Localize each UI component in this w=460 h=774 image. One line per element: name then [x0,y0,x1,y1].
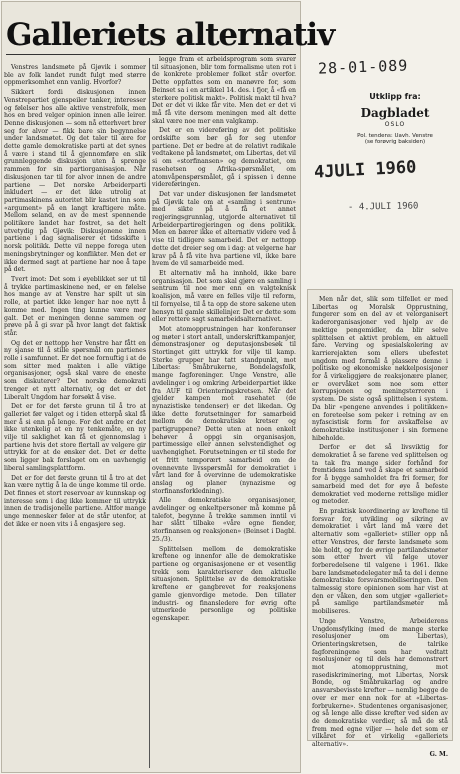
paragraph: Unge Venstre, Arbeiderens Ungdomsfylking (med de mange sterke resolusjoner om Libertas), Orienteringskretsen, de talrike fagforeningene som har vedtatt resolusjoner og til dels har demonstrert mot atomopprustning, mot rasediskriminering, mot Libertas, Norsk Bonde, og Småbrukarlag og andre ansvarsbevisste krefter — nemlig begge de over er mer enn nok for at «Libertas-forbrukerne». Studentenes organisasjoner, og så lenge alle disse krefter ved siden av de demokratiske verdier, så må de stå frem med egne viljer — hele det som er vilkåret for et virkelig «galleriets alternativ». [312,617,448,749]
paragraph: Og det er nettopp her Venstre har fått en ny sjanse til å stille spørsmål om partienes rolle i samfunnet. Er det noe fornuftig i at de som sitter med makten i alle viktige organisasjoner, også skal være de eneste som diskuterer? Det norske demokrati trenger et nytt alternativ, og det er det Liberalt Ungdom har forsøkt å vise. [4,339,146,401]
article-column-1 [4,64,146,770]
paragraph: Men når det, slik som tilfellet er med Libertas og Moralsk Opprustning, fungerer som en del av et velorganisert kaderorganisasjoner ved hjelp av de mektige pengemidler, da blir selve splittelsen et aktivt problem, en aktuell fare. Verving og spesialskolering av karrierejakten som ellers ubefestet ungdom med formål å plassere denne i politiske og økonomiske nøkkelposisjoner for å virkeliggjøre de reaksjonære planer, er overvåket som noe som etter korrupsjonen og meningsterroren i system. De siste også splittelsen i system. Da blir «pengene anvendes i politikken» en foreteelse som peker i retning av en nyfascistisk form for avskaffelse av demokratiske institusjoner i sin formene hibeholde. [312,296,448,442]
paragraph: Det er en videreføring av det politiske ordskifte som bør gå for seg utenfor partiene. Det er bedre at de relativt radikale vedtakene på landsmøtet, om Libertas, det vil si om «storfinansen» og demokratiet, om rasehetsen og Afrika-spørsmålet, om atomvåpenspørsmålet, gå i spissen i denne videreføringen. [152,127,296,189]
paragraph: Splittelsen mellom de demokratiske kreftene og innenfor alle de demokratiske partiene og organisasjonene er et vesentlig trekk som karakteriserer den aktuelle situasjonen. Splittelse av de demokratiske kreftene er gangbrevet for reaksjonens gamle gjenvordige metode. Den tillater industri- og finansledere for øvrig ofte utmerkede personlige og politiske egenskaper. [152,545,296,622]
handwritten-date: 4JULI 1960 [313,157,417,183]
paragraph: Tvert imot: Det som i øyeblikket ser ut til å trykke partimaskinene ned, er en følelse hos mange av at Venstre har spilt ut sin rolle, at partiet ikke lenger har noe nytt å komme med. Ingen ting kunne være mer galt. Det er meningen denne sammen og prøve på å gi svar på hvor langt det faktisk står. [4,275,146,337]
headline: Galleriets alternativ [6,17,335,53]
paragraph: Sikkert fordi diskusjonen innen Venstrepartiet gjenspeiler tanker, interesser og følelser hos alle aktive venstrefolk, men hos en bred velger opinion innen alle leirer. Denne diskusjonen — som nå etterhvert brer seg for alvor — fikk bare sin begynnelse under landsmøtet. Og det taler til ære for dette gamle demokratiske parti at det synes å være i stand til å gjennomføre en slik grunnleggende diskusjon uten å sprenge rammen for sin partiorganisasjon. Når diskusjonen tar til for alvor innen de andre partiene — Det norske Arbeiderparti inkludert — er det ikke utrolig at partimaskinens autoritet blir kastet inn som «argument» på en langt kraftigere måte. Mellom seland, en av de mest spennende politikere landet har fostret, sa det helt utvetydig på Gjøvik: Diskusjonene innen partiene i dag signaliserer et tidsskifte i norsk politikk. Dette vil neppe forega uten meningsbrytninger og konflikter. Men det er ikke dermed sagt at partiene har noe å tape på det. [4,89,146,274]
paragraph: Det er for det første grunn til å tro at galleriet før valget og i tiden etterpå skal få mer å si enn på lenge. For det andre er det ikke utenkelig at en ny tenkemåte, en ny vilje til saklighet kan få et gjennomslag i partiene hvis det store flertall av velgere gir uttrykk for at de ønsker det. Det er dette som ligger bak forslaget om en uavhengig liberal samlingsplattform. [4,403,146,472]
stamp-tendency: Pol. tendens: Uavh. Venstre [357,133,433,139]
stamp-newspaper: Dagbladet [360,106,430,120]
clipping-source-stamp [350,92,440,145]
stamp-note: (se forøvrig baksiden) [364,139,426,145]
column-divider [149,58,150,768]
stamp-city: OSLO [384,121,406,128]
article-clipping-continuation [308,290,452,758]
paragraph: Venstres landsmøte på Gjøvik i sommer ble av folk landet rundt fulgt med større oppmerksomhet enn vanlig. Hvorfor? [4,64,146,87]
paragraph: Det er for det første grunn til å tro at det kan være nyttig å la de unge komme til orde. Det finnes et stort reservoar av kunnskap og interesse som i dag ikke kommer til uttrykk innen de tradisjonelle partiene. Altfor mange unge mennesker føler at de står utenfor, at det ikke er noen vits i å engasjere seg. [4,474,146,528]
paragraph: Derfor er det så livsviktig for demokratiet å se farene ved splittelsen og ta tak fra mange sider forhånd for fremtidens land ved å skape et samarbeid for å bygge samholdet fra fri former, for samarbeid med det for øye å befeste demokratiet ved moderne rettslige midler og metoder. [312,444,448,506]
article-column-3 [312,296,448,758]
handwritten-date-small: - 4.JULI 1960 [347,201,419,213]
author-signature: G. M. [429,750,448,758]
paragraph: En praktisk koordinering av kreftene til forsvar for, utvikling og sikring av demokratiet i vårt land må være det alternativ som «galleriet» stiller opp nå etter Venstres, der første landsmøte som ble holdt, og for de øvrige partilandsmøter som etter hvert vil følge utover forberedelsene til valgene i 1961. Ikke bare landsmøtedelegater må ta del i denne demokratiske forsvarsmobiliseringen. Den talmessig store opinionen som har vist at den er våken, den som utgjør «galleriet» på samlige partilandsmøter må mobiliseres. [312,507,448,616]
article-clipping-main [2,2,335,772]
handwritten-archive-number: 28-01-089 [317,56,409,78]
stamp-label: Utklipp fra: [369,92,421,101]
paragraph: Alle demokratiske organisasjoner, avdelinger og enkeltpersoner må komme på talefot, begynne å trekke sammen inntil vi har slått tilbake «våre egne fiender, storfinansen og reaksjonen» (Beinset i Dagbl. 25./3). [152,497,296,543]
paragraph: Det var under diskusjonen før landsmøtet på Gjøvik tale om at «samling i sentrum» med sikte på å få et annet regjeringsgrunnlag, utgjorde alternativet til Arbeiderpartiregjeringen og dens politikk. Men en bærer ikke et alternativ videre ved å vise til tidligere samarbeid. Det er nettopp dette det dreier seg om i dag: at velgerne har krav på å få vite hva partiene vil, ikke bare hvem de vil samarbeide med. [152,190,296,268]
headline-rule [6,54,296,55]
article-column-2 [152,56,296,770]
paragraph: Et alternativ må ha innhold, ikke bare organisasjon. Det som skal gjøre en samling i sentrum til noe mer enn en valgteknisk koalisjon, må være en felles vilje til reform, til fornyelse, til å ta opp de store sakene uten hensyn til gamle skillelinjer. Det er dette som eller rettere sagt samarbeidsalternativet. [152,269,296,324]
paragraph: Mot atomopprustningen har konferanser og møter i stort antall, underskriftkampanjer, demonstrasjoner og deputasjonsbesøk til Stortinget gitt uttrykk for vilje til kamp. Sterke grupper har tatt standpunkt, mot Libertas: Småbrukerne, Bondelagsfolk, mange fagforeninger. Unge Venstre, alle avdelinger i og omkring Arbeiderpartiet ikke fra AUF til Orienteringskretsen. Når det gjelder kampen mot rasehatet (de nynazistiske tendenser) er det likedan. Og ikke dette forutsetninger for samarbeid mellom de demokratiske kretser og partigruppene? Dette uten at noen enkelt behøver å oppgi sin organisasjon, partimessige eller annen selvstendighet og uavhengighet. Forutsetningen er til stede for et fritt temporært samarbeid om de ovennevnte livsspørsmål for demokratiet i vårt land for å overvinne de udemokratiske anslag og planer (nynazisme og storfinansforkledning). [152,325,296,495]
paragraph: legge fram et arbeidsprogram som svarer til situasjonen, blir tom formalisme uten rot i de konkrete problemer folket står overfor. Dette oppfattes som en manøvre for, som Beinset sa i en artikkel 14. des. i fjor, å «få en sterkere politisk makt». Politisk makt til hva? Det er det vi ikke får vite. Men det er det vi må få vite dersom meningen med alt dette skal være noe mer enn valgkamp. [152,56,296,125]
